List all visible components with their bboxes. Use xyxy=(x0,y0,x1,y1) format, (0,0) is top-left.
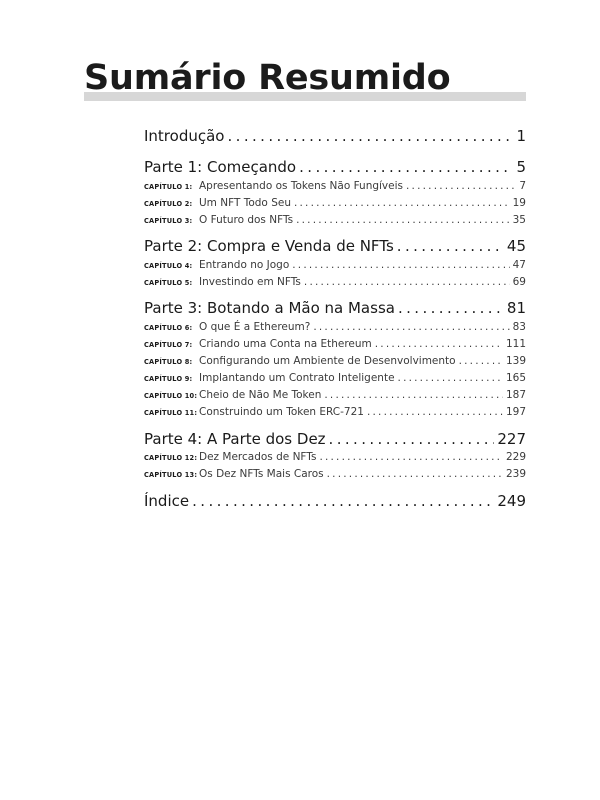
dot-leader xyxy=(192,492,494,510)
page-number: 81 xyxy=(506,299,526,317)
chapter-number: CAPÍTULO 10: xyxy=(144,392,198,400)
chapter-title: Construindo um Token ERC-721 xyxy=(199,406,364,418)
toc-part-entry[interactable] xyxy=(144,158,526,176)
part-title: Parte 3: Botando a Mão na Massa xyxy=(144,299,395,317)
page-number: 83 xyxy=(512,321,526,333)
toc-chapter-entry[interactable] xyxy=(144,355,526,367)
dot-leader xyxy=(406,180,516,192)
toc-part-entry[interactable] xyxy=(144,299,526,317)
chapter-title: O que É a Ethereum? xyxy=(199,321,311,333)
chapter-number: CAPÍTULO 8: xyxy=(144,358,193,366)
toc-part-entry[interactable] xyxy=(144,492,526,510)
chapter-number: CAPÍTULO 5: xyxy=(144,279,193,287)
page-number: 69 xyxy=(512,276,526,288)
page-number: 229 xyxy=(505,451,526,463)
page-number: 45 xyxy=(506,237,526,255)
toc-chapter-entry[interactable] xyxy=(144,321,526,333)
toc-part-entry[interactable] xyxy=(144,430,526,448)
page-number: 47 xyxy=(512,259,526,271)
chapter-title: Investindo em NFTs xyxy=(199,276,301,288)
page-number: 187 xyxy=(505,389,526,401)
dot-leader xyxy=(313,321,509,333)
chapter-number: CAPÍTULO 12: xyxy=(144,454,198,462)
dot-leader xyxy=(375,338,503,350)
toc-chapter-entry[interactable] xyxy=(144,389,526,401)
toc-chapter-entry[interactable] xyxy=(144,214,526,226)
page-number: 239 xyxy=(505,468,526,480)
chapter-title: Dez Mercados de NFTs xyxy=(199,451,317,463)
toc-chapter-entry[interactable] xyxy=(144,276,526,288)
dot-leader xyxy=(459,355,503,367)
page-title: Sumário Resumido xyxy=(84,58,451,98)
dot-leader xyxy=(227,127,513,145)
part-title: Índice xyxy=(144,492,190,510)
chapter-number: CAPÍTULO 11: xyxy=(144,409,198,417)
page-number: 111 xyxy=(505,338,526,350)
dot-leader xyxy=(296,214,510,226)
dot-leader xyxy=(299,158,513,176)
chapter-title: Implantando um Contrato Inteligente xyxy=(199,372,395,384)
part-title: Parte 1: Começando xyxy=(144,158,297,176)
toc-part-entry[interactable] xyxy=(144,237,526,255)
toc-chapter-entry[interactable] xyxy=(144,197,526,209)
chapter-number: CAPÍTULO 1: xyxy=(144,183,193,191)
page-number: 5 xyxy=(516,158,526,176)
chapter-number: CAPÍTULO 3: xyxy=(144,217,193,225)
page-number: 197 xyxy=(505,406,526,418)
toc-part-entry[interactable] xyxy=(144,127,526,145)
dot-leader xyxy=(292,259,509,271)
toc-chapter-entry[interactable] xyxy=(144,468,526,480)
page-number: 19 xyxy=(512,197,526,209)
dot-leader xyxy=(367,406,503,418)
chapter-title: O Futuro dos NFTs xyxy=(199,214,294,226)
page-number: 165 xyxy=(505,372,526,384)
chapter-title: Apresentando os Tokens Não Fungíveis xyxy=(199,180,403,192)
chapter-number: CAPÍTULO 2: xyxy=(144,200,193,208)
toc-chapter-entry[interactable] xyxy=(144,406,526,418)
dot-leader xyxy=(329,430,495,448)
chapter-title: Um NFT Todo Seu xyxy=(199,197,291,209)
page-number: 227 xyxy=(497,430,526,448)
chapter-number: CAPÍTULO 6: xyxy=(144,324,193,332)
toc-chapter-entry[interactable] xyxy=(144,180,526,192)
page-number: 7 xyxy=(519,180,526,192)
chapter-number: CAPÍTULO 4: xyxy=(144,262,193,270)
dot-leader xyxy=(304,276,510,288)
dot-leader xyxy=(294,197,510,209)
chapter-title: Criando uma Conta na Ethereum xyxy=(199,338,372,350)
chapter-number: CAPÍTULO 13: xyxy=(144,471,198,479)
page-number: 249 xyxy=(497,492,526,510)
chapter-number: CAPÍTULO 9: xyxy=(144,375,193,383)
page-number: 139 xyxy=(505,355,526,367)
page-number: 35 xyxy=(512,214,526,226)
part-title: Parte 4: A Parte dos Dez xyxy=(144,430,326,448)
page-number: 1 xyxy=(516,127,526,145)
chapter-title: Configurando um Ambiente de Desenvolvimento xyxy=(199,355,456,367)
toc-chapter-entry[interactable] xyxy=(144,372,526,384)
toc-chapter-entry[interactable] xyxy=(144,338,526,350)
dot-leader xyxy=(319,451,503,463)
dot-leader xyxy=(397,237,504,255)
chapter-number: CAPÍTULO 7: xyxy=(144,341,193,349)
chapter-title: Cheio de Não Me Token xyxy=(199,389,322,401)
dot-leader xyxy=(398,299,504,317)
part-title: Parte 2: Compra e Venda de NFTs xyxy=(144,237,394,255)
dot-leader xyxy=(398,372,503,384)
part-title: Introdução xyxy=(144,127,225,145)
dot-leader xyxy=(324,389,503,401)
toc-chapter-entry[interactable] xyxy=(144,259,526,271)
chapter-title: Entrando no Jogo xyxy=(199,259,290,271)
toc-chapter-entry[interactable] xyxy=(144,451,526,463)
chapter-title: Os Dez NFTs Mais Caros xyxy=(199,468,324,480)
dot-leader xyxy=(327,468,503,480)
